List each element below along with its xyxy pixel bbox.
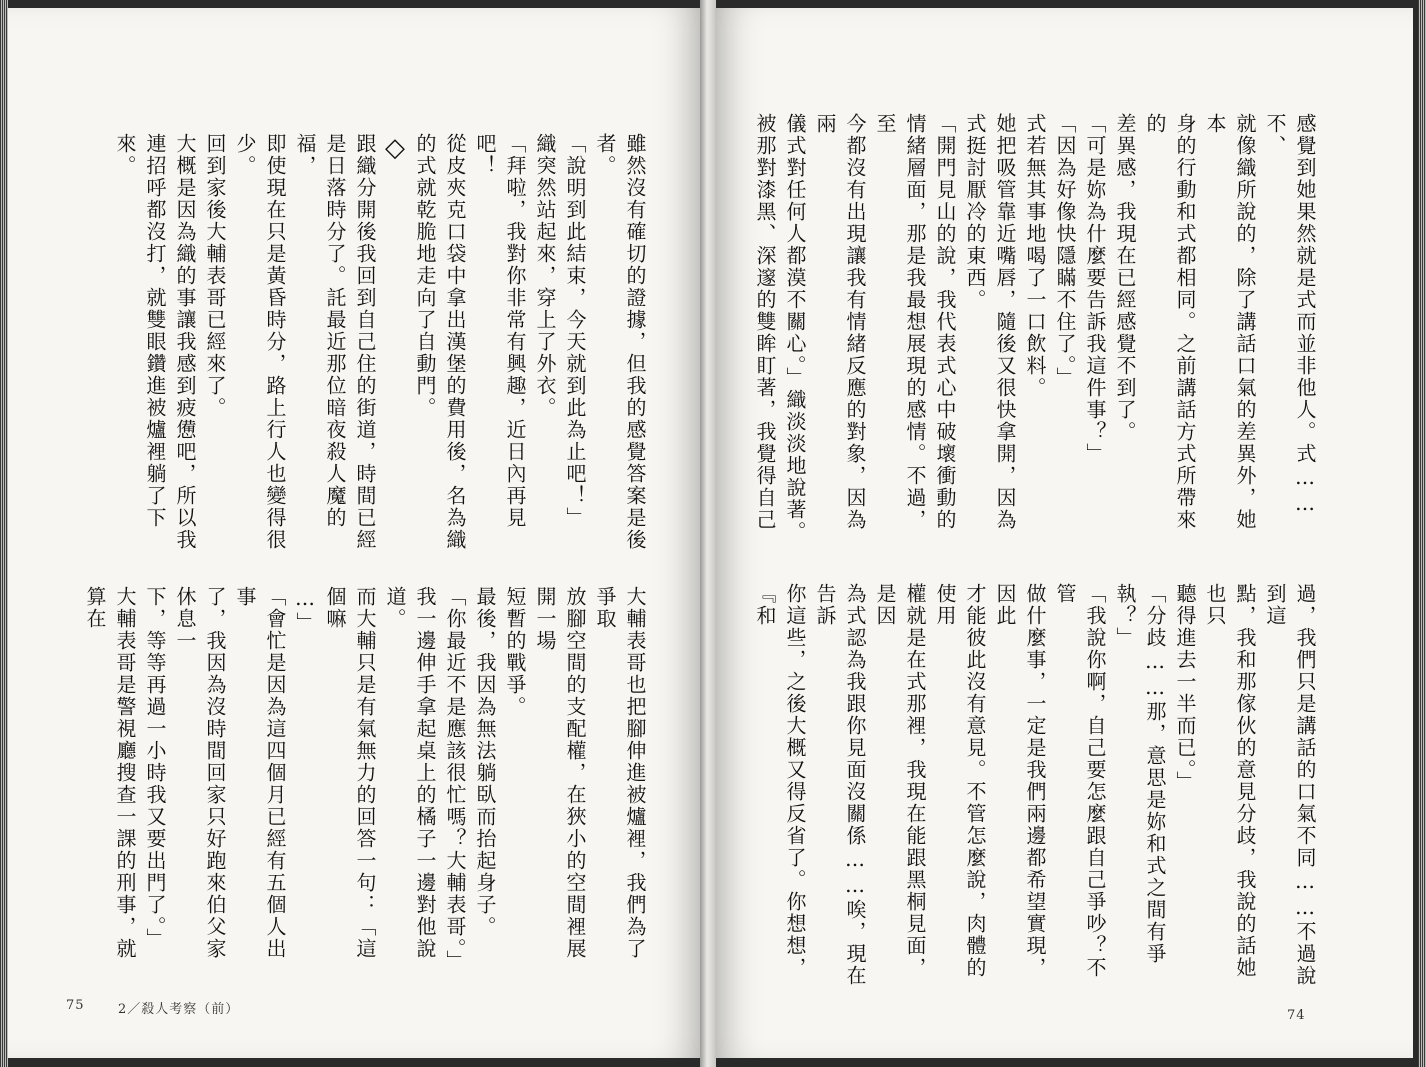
text-line: 為式認為我跟你見面沒關係……唉，現在告訴: [813, 583, 867, 987]
text-line: 而大輔只是有氣無力的回答一句：「這個嘛: [323, 586, 377, 960]
text-line: 織突然站起來，穿上了外衣。: [533, 133, 557, 419]
text-line: 短暫的戰爭。: [503, 586, 527, 718]
book-gutter: [700, 0, 716, 1067]
text-line: 「會忙是因為這四個月已經有五個人出事: [233, 586, 287, 960]
page-edge-left: [0, 0, 8, 1067]
text-line: 者。: [593, 133, 617, 177]
text-line: 大輔表哥是警視廳搜查一課的刑事，就算在: [83, 586, 137, 960]
page-number-right: 74: [1287, 1008, 1306, 1023]
text-line: 「分歧……那，意思是妳和式之間有爭執？」: [1113, 583, 1167, 965]
right-page: [715, 8, 1413, 1058]
text-line: 「說明到此結束，今天就到此為止吧！」: [563, 133, 587, 529]
text-line: 差異感，我現在已經感覺不到了。: [1113, 113, 1137, 443]
text-line: 少。: [233, 133, 257, 177]
text-line: 就像織所說的，除了講話口氣的差異外，她本: [1203, 113, 1257, 531]
text-line: 才能彼此沒有意見。不管怎麼說，肉體的使用: [933, 583, 987, 979]
text-line: 大輔表哥也把腳伸進被爐裡，我們為了爭取: [593, 586, 647, 960]
text-line: 點，我和那傢伙的意見分歧，我說的話她也只: [1203, 583, 1257, 979]
text-line: 了，我因為沒時間回家只好跑來伯父家休息一: [173, 586, 227, 960]
text-line: 聽得進去一半而已。」: [1173, 583, 1197, 793]
text-line: 跟織分開後我回到自己住的街道，時間已經: [353, 133, 377, 551]
text-line: 雖然沒有確切的證據，但我的感覺答案是後: [623, 133, 647, 551]
text-line: 即使現在只是黃昏時分，路上行人也變得很: [263, 133, 287, 551]
text-line: 今都沒有出現讓我有情緒反應的對象，因為兩: [813, 113, 867, 531]
text-line: 連招呼都沒打，就雙眼鑽進被爐裡躺了下來。: [113, 133, 167, 529]
text-line: 「因為好像快隱瞞不住了。」: [1053, 113, 1077, 389]
chapter-title: 2／殺人考察（前）: [118, 1002, 240, 1017]
text-line: 身的行動和式都相同。之前講話方式所帶來的: [1143, 113, 1197, 531]
text-line: 「我說你啊，自己要怎麼跟自己爭吵？不管: [1053, 583, 1107, 979]
text-line: 式挺討厭冷的東西。: [963, 113, 987, 311]
text-line: 放腳空間的支配權，在狹小的空間裡展開一場: [533, 586, 587, 960]
text-line: 從皮夾克口袋中拿出漢堡的費用後，名為織: [443, 133, 467, 551]
right-page-lower-block: [750, 583, 1320, 993]
text-line: 過，我們只是講話的口氣不同……不過說到這: [1263, 583, 1317, 987]
text-line: 大概是因為織的事讓我感到疲憊吧，所以我: [173, 133, 197, 551]
text-line: 是日落時分了。託最近那位暗夜殺人魔的福，: [293, 133, 347, 529]
text-line: 「開門見山的說，我代表式心中破壞衝動的: [933, 113, 957, 531]
left-page-lower-block: [80, 586, 650, 976]
left-page: [8, 8, 701, 1058]
text-line: 「拜啦，我對你非常有興趣，近日內再見: [503, 133, 527, 529]
text-line: 做什麼事，一定是我們兩邊都希望實現，因此: [993, 583, 1047, 979]
text-line: …」: [293, 586, 317, 634]
text-line: 「你最近不是應該很忙嗎？大輔表哥。」: [443, 586, 467, 972]
left-page-upper-block: [80, 133, 650, 553]
text-line: 情緒層面，那是我最想展現的感情。不過，至: [873, 113, 927, 531]
text-line: 回到家後大輔表哥已經來了。: [203, 133, 227, 419]
page-number-left: 75: [66, 998, 85, 1013]
text-line: 被那對漆黑、深邃的雙眸盯著，我覺得自己: [753, 113, 777, 531]
text-line: 儀式對任何人都漠不關心。」織淡淡地說著。: [783, 113, 807, 543]
right-page-upper-block: [750, 113, 1320, 543]
text-line: 「可是妳為什麼要告訴我這件事？」: [1083, 113, 1107, 465]
text-line: ◇: [380, 133, 410, 165]
text-line: 感覺到她果然就是式而並非他人。式……不、: [1263, 113, 1317, 517]
text-line: 式若無其事地喝了一口飲料。: [1023, 113, 1047, 399]
text-line: 她把吸管靠近嘴唇，隨後又很快拿開，因為: [993, 113, 1017, 531]
page-edge-right: [1418, 0, 1426, 1067]
text-line: 吧！: [473, 133, 497, 177]
text-line: 最後，我因為無法躺臥而抬起身子。: [473, 586, 497, 938]
text-line: 權就是在式那裡，我現在能跟黑桐見面，是因: [873, 583, 927, 979]
text-line: 我一邊伸手拿起桌上的橘子一邊對他說道。: [383, 586, 437, 960]
text-line: 下，等等再過一小時我又要出門了。」: [143, 586, 167, 950]
text-line: 你這些，之後大概又得反省了。你想想，『和: [753, 583, 807, 979]
text-line: 的式就乾脆地走向了自動門。: [413, 133, 437, 419]
